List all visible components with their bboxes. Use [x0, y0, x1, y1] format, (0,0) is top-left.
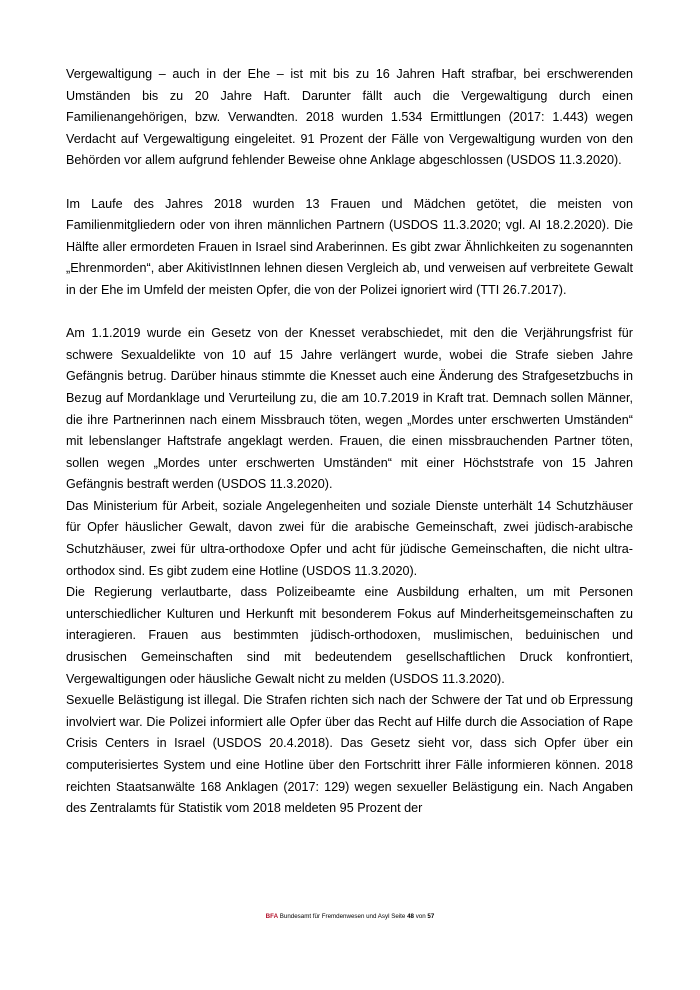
footer-page-label: Seite [391, 913, 406, 920]
bfa-logo: BFA [265, 913, 279, 920]
paragraph-femicide: Im Laufe des Jahres 2018 wurden 13 Frauen und Mädchen getötet, die meisten von Familienmitgliedern oder von ihren männlichen Partnern (USDOS 11.3.2020; vgl. AI 18.2.2020). Die Hälfte aller ermordeten Frauen in Israel sind Araberinnen. Es gibt zwar Ähnlichkeiten zu sogenannten „Ehrenmorden“, aber AkitivistInnen lehnen diesen Vergleich ab, und verweisen auf verbreitete Gewalt in der Ehe im Umfeld der meisten Opfer, die von der Polizei ignoriert wird (TTI 26.7.2017). [66, 196, 633, 297]
paragraph-spacer [66, 302, 633, 324]
footer-page-total: 57 [427, 913, 435, 920]
footer-page-current: 48 [407, 913, 414, 920]
page-footer [0, 912, 700, 921]
paragraph-shelters: Das Ministerium für Arbeit, soziale Angelegenheiten und soziale Dienste unterhält 14 Schutzhäuser für Opfer häuslicher Gewalt, davon zwei für die arabische Gemeinschaft, zwei jüdisch-arabische Schutzhäuser, zwei für ultra-orthodoxe Opfer und acht für jüdische Gemeinschaften, die nicht ultra-orthodox sind. Es gibt zudem eine Hotline (USDOS 11.3.2020). [66, 498, 633, 578]
paragraph-spacer [66, 172, 633, 194]
document-body [66, 64, 633, 820]
paragraph-sexual-harassment: Sexuelle Belästigung ist illegal. Die Strafen richten sich nach der Schwere der Tat und ob Erpressung involviert war. Die Polizei informiert alle Opfer über das Recht auf Hilfe durch die Association of Rape Crisis Centers in Israel (USDOS 20.4.2018). Das Gesetz sieht vor, dass sich Opfer über ein computerisiertes System und eine Hotline über den Fortschritt ihrer Fälle informieren können. 2018 reichten Staatsanwälte 168 Anklagen (2017: 129) wegen sexueller Belästigung ein. Nach Angaben des Zentralamts für Statistik vom 2018 meldeten 95 Prozent der [66, 693, 633, 816]
paragraph-rape-law: Vergewaltigung – auch in der Ehe – ist mit bis zu 16 Jahren Haft strafbar, bei erschwerenden Umständen bis zu 20 Jahre Haft. Darunter fällt auch die Vergewaltigung durch einen Familienangehörigen, bzw. Verwandten. 2018 wurden 1.534 Ermittlungen (2017: 1.443) wegen Verdacht auf Vergewaltigung eingeleitet. 91 Prozent der Fälle von Vergewaltigung wurden von den Behörden vor allem aufgrund fehlender Beweise ohne Anklage abgeschlossen (USDOS 11.3.2020). [66, 67, 633, 168]
footer-of-label: von [415, 913, 426, 920]
footer-org-name: Bundesamt für Fremdenwesen und Asyl [279, 913, 390, 920]
paragraph-police-training: Die Regierung verlautbarte, dass Polizeibeamte eine Ausbildung erhalten, um mit Personen unterschiedlicher Kulturen und Herkunft mit besonderem Fokus auf Minderheitsgemeinschaften zu interagieren. Frauen aus bestimmten jüdisch-orthodoxen, muslimischen, beduinischen und drusischen Gemeinschaften sind mit bedeutendem gesellschaftlichen Druck konfrontiert, Vergewaltigungen oder häusliche Gewalt nicht zu melden (USDOS 11.3.2020). [66, 585, 633, 686]
paragraph-knesset-law: Am 1.1.2019 wurde ein Gesetz von der Knesset verabschiedet, mit den die Verjährungsfrist für schwere Sexualdelikte von 10 auf 15 Jahre verlängert wurde, wobei die Strafe sieben Jahre Gefängnis betrug. Darüber hinaus stimmte die Knesset auch eine Änderung des Strafgesetzbuchs in Bezug auf Mordanklage und Verurteilung zu, die am 10.7.2019 in Kraft trat. Demnach sollen Männer, die ihre Partnerinnen nach einem Missbrauch töten, wegen „Mordes unter erschwerten Umständen“ mit lebenslanger Haftstrafe angeklagt werden. Frauen, die einen missbrauchenden Partner töten, sollen wegen „Mordes unter erschwerten Umständen“ mit einer Höchststrafe von 15 Jahren Gefängnis bestraft werden (USDOS 11.3.2020). [66, 326, 633, 492]
